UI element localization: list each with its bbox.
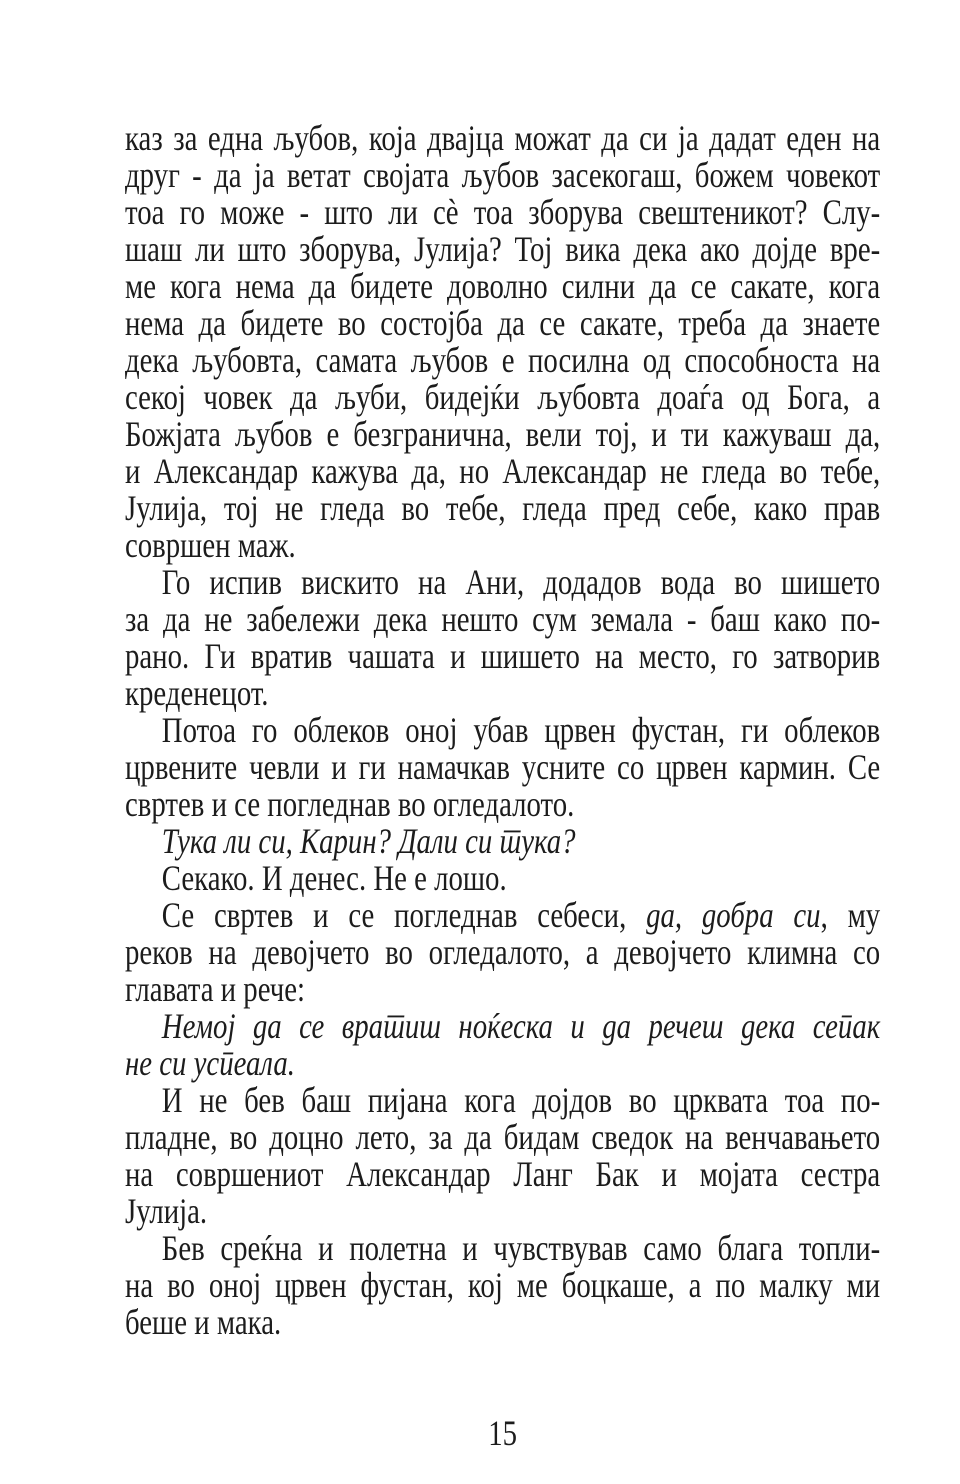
text-line [125, 453, 880, 490]
text-segment: рано. Ги вратив чашата и шишето на место, го затворив [125, 636, 881, 676]
text-segment: дека љубовта, самата љубов е посилна од способноста на [125, 340, 881, 380]
italic-text-segment: не си успеала. [125, 1043, 295, 1083]
text-line [125, 1008, 880, 1045]
text-segment: Божјата љубов е безгранична, вели тој, и ти кажуваш да, [125, 414, 881, 454]
text-segment: Јулија. [125, 1191, 208, 1231]
text-line [125, 416, 880, 453]
text-line [125, 120, 880, 157]
text-line [125, 194, 880, 231]
text-line [125, 675, 880, 712]
text-line [125, 305, 880, 342]
text-segment: Јулија, тој не гледа во тебе, гледа пред себе, како прав [125, 488, 881, 528]
text-line [125, 1193, 880, 1230]
italic-text-segment: Немој да се вратиш ноќеска и да речеш дека сепак [161, 1006, 881, 1046]
text-line [125, 1045, 880, 1082]
text-segment: шаш ли што зборува, Јулија? Тој вика дека ако дојде вре- [125, 229, 881, 269]
text-line [125, 712, 880, 749]
text-segment: и Александар кажува да, но Александар не гледа во тебе, [125, 451, 881, 491]
text-line [125, 564, 880, 601]
text-segment: свртев и се погледнав во огледалото. [125, 784, 575, 824]
text-segment: тоа го може - што ли сѐ тоа зборува свештеникот? Слу- [125, 192, 881, 232]
text-segment: секој човек да љуби, бидејќи љубовта доаѓа од Бога, а [125, 377, 881, 417]
text-line [125, 971, 880, 1008]
text-line [125, 1156, 880, 1193]
text-line [125, 1304, 880, 1341]
page-number: 15 [488, 1413, 517, 1453]
text-line [125, 342, 880, 379]
text-segment: , му [820, 895, 881, 935]
body-text [125, 120, 880, 1341]
text-segment: на совршениот Александар Ланг Бак и мојата сестра [125, 1154, 881, 1194]
text-line [125, 1230, 880, 1267]
text-line [125, 823, 880, 860]
text-segment: Бев среќна и полетна и чувствував само блага топли- [161, 1228, 881, 1268]
text-line [125, 231, 880, 268]
text-line [125, 786, 880, 823]
text-segment: за да не забележи дека нешто сум земала - баш како по- [125, 599, 881, 639]
text-segment: Го испив вискито на Ани, додадов вода во шишето [161, 562, 881, 602]
text-segment: реков на девојчето во огледалото, а девојчето климна со [125, 932, 881, 972]
text-line [125, 1267, 880, 1304]
text-segment: беше и мака. [125, 1302, 282, 1342]
text-segment: каз за една љубов, која двајца можат да си ја дадат еден на [125, 118, 881, 158]
text-block [125, 120, 880, 1452]
text-line [125, 638, 880, 675]
text-segment: ме кога нема да бидете доволно силни да се сакате, кога [125, 266, 881, 306]
text-line [125, 157, 880, 194]
italic-text-segment: Тука ли си, Карин? Дали си тука? [161, 821, 576, 861]
text-line [125, 1082, 880, 1119]
text-segment: пладне, во доцно лето, за да бидам сведок на венчавањето [125, 1117, 881, 1157]
text-segment: И не бев баш пијана кога дојдов во црквата тоа по- [161, 1080, 881, 1120]
text-segment: друг - да ја ветат својата љубов засекогаш, божем човекот [125, 155, 881, 195]
text-segment: црвените чевли и ги намачкав усните со црвен кармин. Се [125, 747, 881, 787]
text-line [125, 490, 880, 527]
text-line [125, 527, 880, 564]
text-segment: совршен маж. [125, 525, 296, 565]
text-line [125, 897, 880, 934]
text-line [125, 749, 880, 786]
text-segment: креденецот. [125, 673, 269, 713]
text-line [125, 268, 880, 305]
text-segment: главата и рече: [125, 969, 306, 1009]
text-segment: Се свртев и се погледнав себеси, [161, 895, 647, 935]
text-segment: Секако. И денес. Не е лошо. [161, 858, 507, 898]
text-line [125, 379, 880, 416]
text-segment: на во оној црвен фустан, кој ме боцкаше, а по малку ми [125, 1265, 881, 1305]
italic-text-segment: да, добра си [646, 895, 821, 935]
text-segment: нема да бидете во состојба да се сакате, треба да знаете [125, 303, 881, 343]
text-line [125, 860, 880, 897]
text-segment: Потоа го облеков оној убав црвен фустан, ги облеков [161, 710, 881, 750]
text-line [125, 934, 880, 971]
text-line [125, 1119, 880, 1156]
text-line [125, 601, 880, 638]
